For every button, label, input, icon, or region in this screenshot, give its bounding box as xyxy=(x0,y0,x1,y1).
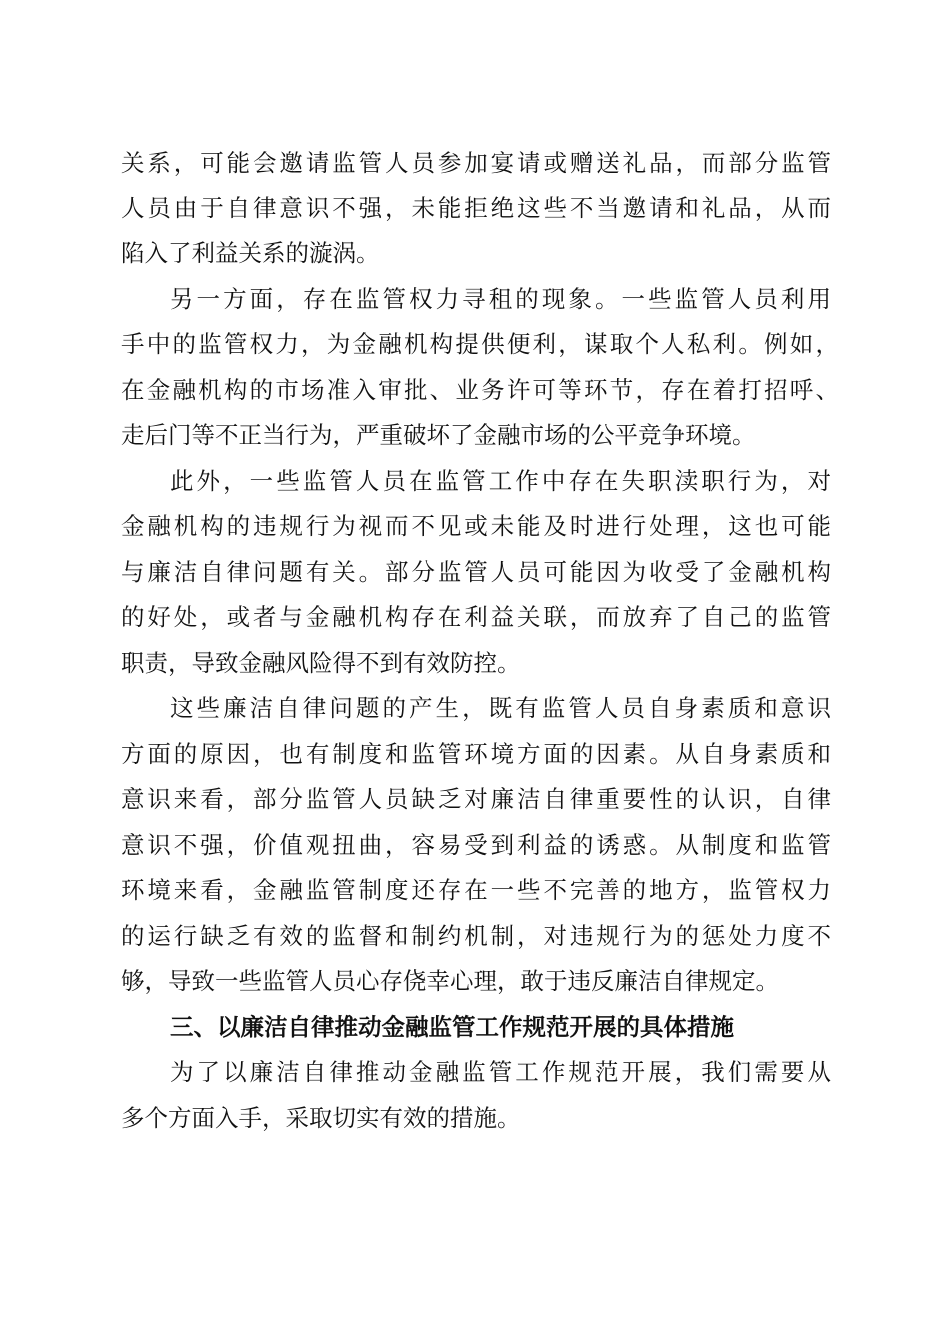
paragraph-line: 人员由于自律意识不强，未能拒绝这些不当邀请和礼品，从而 xyxy=(121,194,831,222)
paragraph-line: 金融机构的违规行为视而不见或未能及时进行处理，这也可能 xyxy=(121,512,831,540)
paragraph-line: 关系，可能会邀请监管人员参加宴请或赠送礼品，而部分监管 xyxy=(121,149,831,177)
paragraph-line: 此外，一些监管人员在监管工作中存在失职渎职行为，对 xyxy=(170,467,831,495)
paragraph-line: 够，导致一些监管人员心存侥幸心理，敢于违反廉洁自律规定。 xyxy=(121,967,779,995)
paragraph-line: 环境来看，金融监管制度还存在一些不完善的地方，监管权力 xyxy=(121,876,831,904)
paragraph-line: 职责，导致金融风险得不到有效防控。 xyxy=(121,649,521,677)
paragraph-line: 这些廉洁自律问题的产生，既有监管人员自身素质和意识 xyxy=(170,694,831,722)
paragraph-line: 多个方面入手，采取切实有效的措施。 xyxy=(121,1104,521,1132)
paragraph-line: 陷入了利益关系的漩涡。 xyxy=(121,239,380,267)
paragraph-line: 另一方面，存在监管权力寻租的现象。一些监管人员利用 xyxy=(170,285,831,313)
paragraph-line: 手中的监管权力，为金融机构提供便利，谋取个人私利。例如， xyxy=(121,330,839,358)
paragraph-line: 与廉洁自律问题有关。部分监管人员可能因为收受了金融机构 xyxy=(121,558,831,586)
paragraph-line: 意识来看，部分监管人员缺乏对廉洁自律重要性的认识，自律 xyxy=(121,785,831,813)
paragraph-line: 在金融机构的市场准入审批、业务许可等环节，存在着打招呼、 xyxy=(121,376,839,404)
paragraph-line: 的好处，或者与金融机构存在利益关联，而放弃了自己的监管 xyxy=(121,603,831,631)
paragraph-line: 为了以廉洁自律推动金融监管工作规范开展，我们需要从 xyxy=(170,1058,831,1086)
paragraph-line: 走后门等不正当行为，严重破坏了金融市场的公平竞争环境。 xyxy=(121,421,756,449)
section-heading: 三、以廉洁自律推动金融监管工作规范开展的具体措施 xyxy=(170,1013,734,1041)
paragraph-line: 的运行缺乏有效的监督和制约机制，对违规行为的惩处力度不 xyxy=(121,922,831,950)
paragraph-line: 意识不强，价值观扭曲，容易受到利益的诱惑。从制度和监管 xyxy=(121,831,831,859)
paragraph-line: 方面的原因，也有制度和监管环境方面的因素。从自身素质和 xyxy=(121,740,831,768)
